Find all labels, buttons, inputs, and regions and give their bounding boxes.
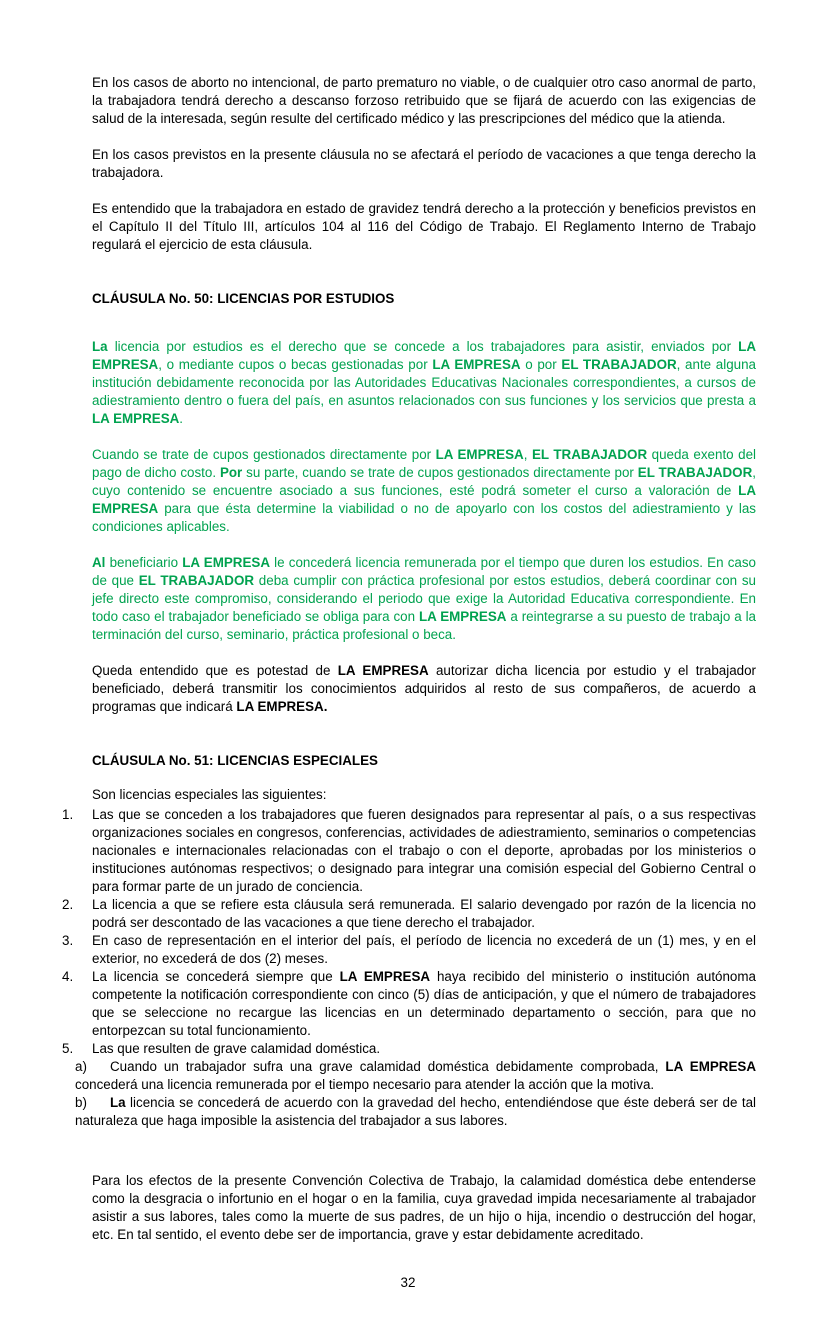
- list-item-text: La licencia a que se refiere esta cláusula será remunerada. El salario devengado por razón de la licencia no podrá ser descontado de las vacaciones a que tiene derecho el trabajador.: [92, 897, 756, 930]
- list-item-number: 1.: [62, 807, 74, 822]
- list-item-number: 3.: [62, 933, 74, 948]
- heading-clausula-50: CLÁUSULA No. 50: LICENCIAS POR ESTUDIOS: [92, 291, 395, 306]
- sub-item-b-label: b): [75, 1095, 87, 1110]
- list-item-text: Las que resulten de grave calamidad doméstica.: [92, 1041, 381, 1056]
- paragraph-queda-entendido: Queda entendido que es potestad de LA EMPRESA autorizar dicha licencia por estudio y el trabajador beneficiado, deberá transmitir los conocimientos adquiridos al resto de sus compañeros, de acuerdo a programas que indicará LA EMPRESA.: [92, 663, 756, 714]
- list-item: [62, 968, 756, 1040]
- sub-item-a-text: Cuando un trabajador sufra una grave calamidad doméstica debidamente comprobada, LA EMPRESA concederá una licencia remunerada por el tiempo necesario para atender la acción que la motiva.: [75, 1059, 757, 1092]
- list-item-number: 4.: [62, 969, 74, 984]
- sub-item-a-label: a): [75, 1059, 87, 1074]
- list-intro: Son licencias especiales las siguientes:: [92, 787, 327, 802]
- sub-item-a: [75, 1058, 756, 1094]
- document-body: [62, 74, 757, 1262]
- paragraph-calamidad-definicion: Para los efectos de la presente Convención Colectiva de Trabajo, la calamidad doméstica debe entenderse como la desgracia o infortunio en el hogar o en la familia, cuya gravedad impida necesariamente al trabajador asistir a sus labores, tales como la muerte de sus padres, de un hijo o hija, incendio o destrucción del hogar, etc. En tal sentido, el evento debe ser de importancia, grave y estar debidamente acreditado.: [92, 1173, 756, 1242]
- list-item-text: Las que se conceden a los trabajadores que fueren designados para representar al país, o a sus respectivas organizaciones sociales en congresos, conferencias, actividades de adiestramiento, seminarios o competencias nacionales e internacionales relacionadas con el trabajo o con el deporte, aprobadas por los ministerios o instituciones autónomas respectivos; o designado para integrar una comisión especial del Gobierno Central o para formar parte de un jurado de conciencia.: [92, 807, 756, 894]
- list-item-number: 5.: [62, 1041, 74, 1056]
- paragraph-licencia-estudios-1: La licencia por estudios es el derecho que se concede a los trabajadores para asistir, enviados por LA EMPRESA, o mediante cupos o becas gestionadas por LA EMPRESA o por EL TRABAJADOR, ante alguna institución debidamente reconocida por las Autoridades Educativas Nacionales correspondientes, a cursos de adiestramiento dentro o fuera del país, en asuntos relacionados con sus funciones y los servicios que presta a LA EMPRESA.: [92, 339, 757, 426]
- heading-clausula-51: CLÁUSULA No. 51: LICENCIAS ESPECIALES: [92, 753, 378, 768]
- list-item-number: 2.: [62, 897, 74, 912]
- paragraph-licencia-estudios-3: Al beneficiario LA EMPRESA le concederá licencia remunerada por el tiempo que duren los estudios. En caso de que EL TRABAJADOR deba cumplir con práctica profesional por estos estudios, deberá coordinar con su jefe directo este compromiso, considerando el periodo que exige la Autoridad Educativa correspondiente. En todo caso el trabajador beneficiado se obliga para con LA EMPRESA a reintegrarse a su puesto de trabajo a la terminación del curso, seminario, práctica profesional o beca.: [92, 555, 757, 642]
- list-item-text: En caso de representación en el interior del país, el período de licencia no excederá de un (1) mes, y en el exterior, no excederá de dos (2) meses.: [92, 933, 756, 966]
- list-item: [62, 806, 756, 896]
- list-item-text: La licencia se concederá siempre que LA EMPRESA haya recibido del ministerio o institución autónoma competente la notificación correspondiente con cinco (5) días de anticipación, y que el número de trabajadores que se seleccione no recargue las licencias en un determinado departamento o sección, para que no entorpezcan su total funcionamiento.: [92, 969, 756, 1038]
- page-number: 32: [400, 1275, 416, 1290]
- list-item: [62, 932, 756, 968]
- list-item: [62, 1040, 756, 1058]
- paragraph-vacaciones: En los casos previstos en la presente cláusula no se afectará el período de vacaciones a que tenga derecho la trabajadora.: [92, 147, 756, 180]
- paragraph-aborto: En los casos de aborto no intencional, de parto prematuro no viable, o de cualquier otro caso anormal de parto, la trabajadora tendrá derecho a descanso forzoso retribuido que se fijará de acuerdo con las exigencias de salud de la interesada, según resulte del certificado médico y las prescripciones del médico que la atienda.: [92, 75, 756, 126]
- sub-item-b-text: La licencia se concederá de acuerdo con la gravedad del hecho, entendiéndose que éste deberá ser de tal naturaleza que haga imposible la asistencia del trabajador a sus labores.: [75, 1095, 756, 1128]
- list-item: [62, 896, 756, 932]
- paragraph-licencia-estudios-2: Cuando se trate de cupos gestionados directamente por LA EMPRESA, EL TRABAJADOR queda exento del pago de dicho costo. Por su parte, cuando se trate de cupos gestionados directamente por EL TRABAJADOR, cuyo contenido se encuentre asociado a sus funciones, esté podrá someter el curso a valoración de LA EMPRESA para que ésta determine la viabilidad o no de apoyarlo con los costos del adiestramiento y las condiciones aplicables.: [92, 447, 757, 534]
- special-licenses-list: [62, 806, 756, 1058]
- paragraph-gravidez: Es entendido que la trabajadora en estado de gravidez tendrá derecho a la protección y beneficios previstos en el Capítulo II del Título III, artículos 104 al 116 del Código de Trabajo. El Reglamento Interno de Trabajo regulará el ejercicio de esta cláusula.: [92, 201, 756, 252]
- sub-item-b: [75, 1094, 756, 1130]
